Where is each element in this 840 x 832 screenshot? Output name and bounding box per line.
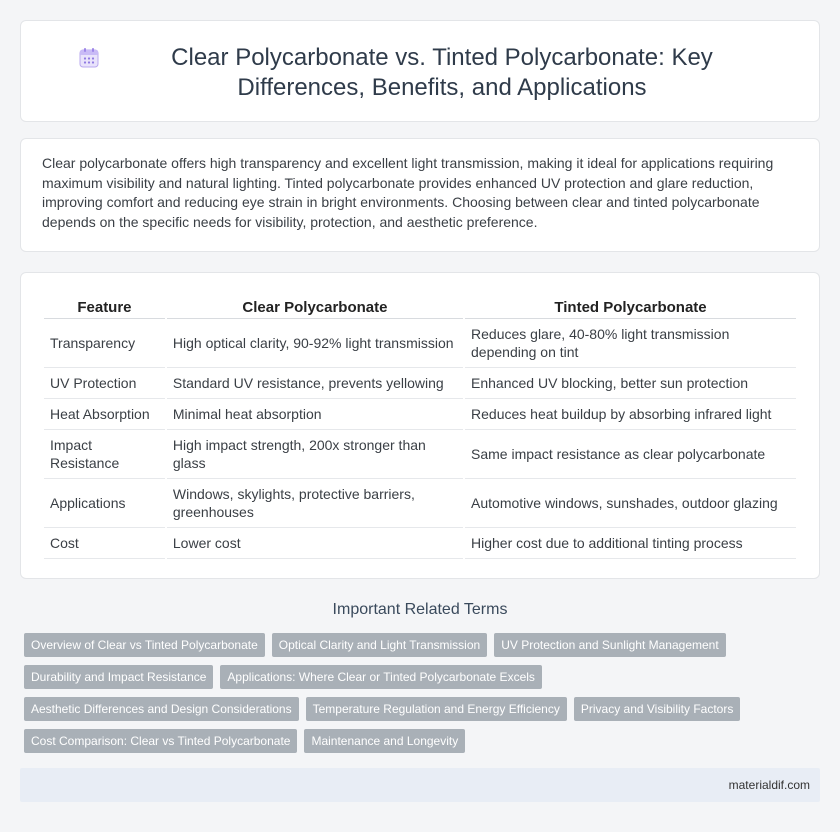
intro-paragraph: Clear polycarbonate offers high transparency and excellent light transmission, making it ideal for applications requiring maximum visibility and natural lighting. Tinted polycarbonate provides enhanced UV protection and glare reduction, improving comfort and reducing eye strain in bright environments. Choosing between clear and tinted polycarbonate depends on the specific needs for visibility, protection, and aesthetic preference. <box>42 155 774 230</box>
cell-feature: Impact Resistance <box>44 430 165 479</box>
table-row <box>44 319 796 368</box>
tag-cost-comparison[interactable]: Cost Comparison: Clear vs Tinted Polycarbonate <box>24 729 297 753</box>
footer <box>20 768 820 802</box>
tag-applications[interactable]: Applications: Where Clear or Tinted Polycarbonate Excels <box>220 665 541 689</box>
cell-feature: Transparency <box>44 319 165 368</box>
cell-feature: Cost <box>44 528 165 559</box>
tag-row <box>24 729 824 753</box>
table-row <box>44 479 796 528</box>
cell-tinted: Reduces heat buildup by absorbing infrared light <box>465 399 796 430</box>
table-row <box>44 368 796 399</box>
cell-feature: Heat Absorption <box>44 399 165 430</box>
cell-tinted: Higher cost due to additional tinting process <box>465 528 796 559</box>
cell-tinted: Reduces glare, 40-80% light transmission depending on tint <box>465 319 796 368</box>
tag-temperature[interactable]: Temperature Regulation and Energy Efficiency <box>306 697 567 721</box>
header-card <box>20 20 820 122</box>
comparison-table <box>42 297 798 559</box>
cell-feature: UV Protection <box>44 368 165 399</box>
tag-privacy[interactable]: Privacy and Visibility Factors <box>574 697 741 721</box>
header-clear: Clear Polycarbonate <box>167 297 463 319</box>
tag-row <box>24 665 824 689</box>
table-row <box>44 528 796 559</box>
cell-feature: Applications <box>44 479 165 528</box>
tag-overview[interactable]: Overview of Clear vs Tinted Polycarbonate <box>24 633 265 657</box>
cell-tinted: Enhanced UV blocking, better sun protection <box>465 368 796 399</box>
related-terms-tags <box>24 633 824 761</box>
table-row <box>44 399 796 430</box>
title-wrap <box>61 43 779 103</box>
cell-tinted: Same impact resistance as clear polycarbonate <box>465 430 796 479</box>
cell-clear: Standard UV resistance, prevents yellowing <box>167 368 463 399</box>
page-title: Clear Polycarbonate vs. Tinted Polycarbonate: Key Differences, Benefits, and Applications <box>171 44 713 101</box>
calendar-icon <box>78 47 100 69</box>
tag-row <box>24 633 824 657</box>
intro-card <box>20 138 820 252</box>
table-row <box>44 430 796 479</box>
cell-clear: Minimal heat absorption <box>167 399 463 430</box>
tag-maintenance[interactable]: Maintenance and Longevity <box>304 729 465 753</box>
tag-optical-clarity[interactable]: Optical Clarity and Light Transmission <box>272 633 487 657</box>
cell-tinted: Automotive windows, sunshades, outdoor glazing <box>465 479 796 528</box>
related-terms-heading: Important Related Terms <box>332 601 508 618</box>
tag-aesthetic[interactable]: Aesthetic Differences and Design Considerations <box>24 697 299 721</box>
cell-clear: High impact strength, 200x stronger than glass <box>167 430 463 479</box>
comparison-table-card <box>20 272 820 579</box>
table-header-row <box>44 297 796 319</box>
tag-uv-protection[interactable]: UV Protection and Sunlight Management <box>494 633 725 657</box>
cell-clear: Windows, skylights, protective barriers, greenhouses <box>167 479 463 528</box>
header-feature: Feature <box>44 297 165 319</box>
header-tinted: Tinted Polycarbonate <box>465 297 796 319</box>
tag-durability[interactable]: Durability and Impact Resistance <box>24 665 213 689</box>
footer-site-link[interactable]: materialdif.com <box>728 778 810 792</box>
cell-clear: High optical clarity, 90-92% light transmission <box>167 319 463 368</box>
cell-clear: Lower cost <box>167 528 463 559</box>
tag-row <box>24 697 824 721</box>
